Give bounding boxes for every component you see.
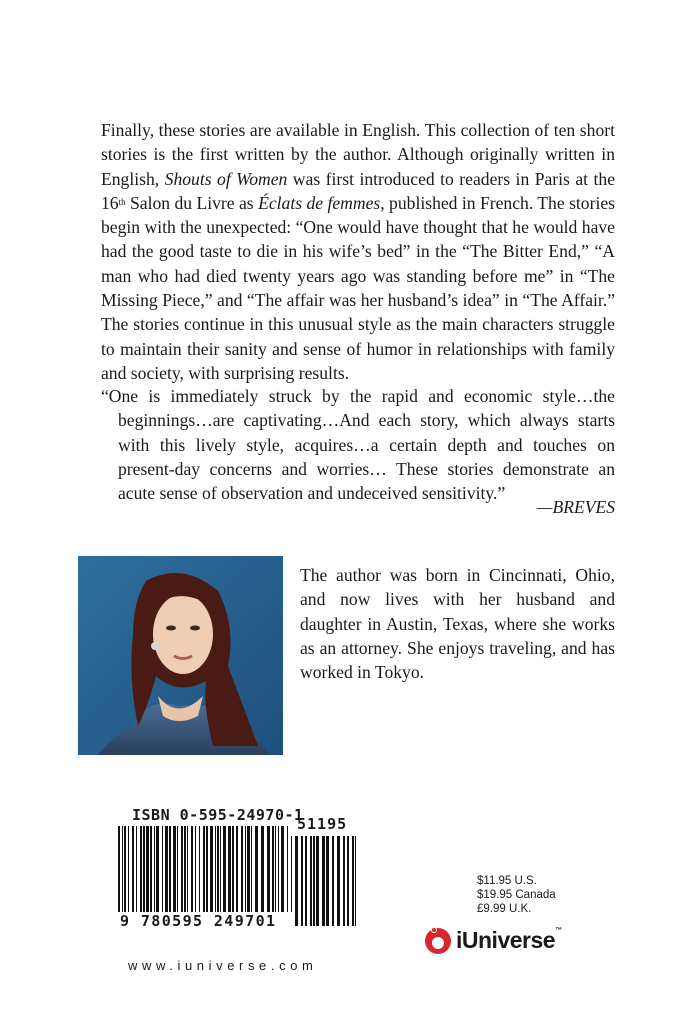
ean-digits: 9 780595 249701 (118, 912, 292, 930)
book-title-french: Éclats de femmes (258, 192, 381, 213)
price-addon-digits: 51195 (297, 815, 348, 833)
price-us: $11.95 U.S. (477, 875, 537, 887)
review-quote-text: “One is immediately struck by the rapid and economic style…the beginnings…are captivating…And each story, which always starts with this lively style, acquires…a certain depth and touches on present-day concerns and worries… These stories demonstrate an acute sense of observation and undeceived sensitivity.” (101, 386, 615, 504)
isbn-label: ISBN 0-595-24970-1 (132, 806, 304, 824)
publisher-name: iUniverse™ (456, 926, 562, 953)
publisher-logo (424, 925, 562, 955)
book-title-english: Shouts of Women (164, 168, 288, 189)
author-photo (78, 556, 283, 755)
review-attribution: —BREVES (536, 497, 615, 517)
back-cover-blurb: Finally, these stories are available in English. This collection of ten short stories is the first written by the author. Although originally written in English, Shouts of Women was first introduced to readers in Paris at the 16th Salon du Livre as Éclats de femmes, published in French. The stories begin with the unexpected: “One would have thought that he would have had the good taste to die in his wife’s bed” in the “The Bitter End,” “A man who had died twenty years ago was standing before me” in “The Missing Piece,” and “The affair was her husband’s idea” in “The Affair.” The stories continue in this unusual style as the main characters struggle to maintain their sanity and sense of humor in relationships with family and society, with surprising results. (101, 120, 616, 383)
price-canada: $19.95 Canada (477, 889, 556, 901)
iuniverse-logo-icon (424, 925, 452, 955)
publisher-website: www.iuniverse.com (128, 958, 318, 973)
price-addon-barcode (291, 836, 356, 926)
isbn-barcode (118, 826, 290, 926)
price-list (477, 874, 556, 916)
review-quote (101, 384, 615, 505)
price-uk: £9.99 U.K. (477, 903, 532, 915)
author-bio: The author was born in Cincinnati, Ohio, and now lives with her husband and daughter in Austin, Texas, where she works as an attorney. She enjoys traveling, and has worked in Tokyo. (300, 565, 615, 683)
